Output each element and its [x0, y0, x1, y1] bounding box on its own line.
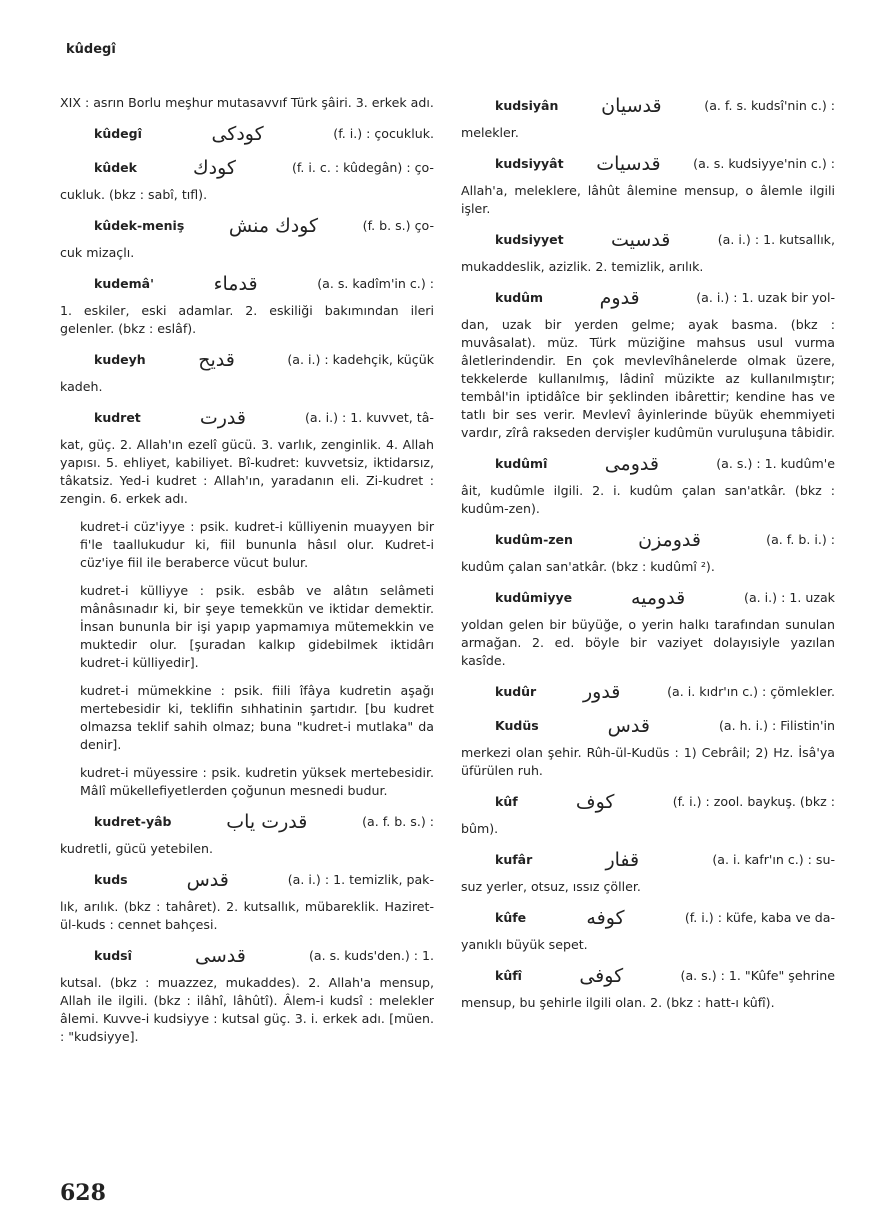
grammar-definition: (a. i.) : 1. kutsallık, [717, 232, 835, 247]
arabic-script: قدماء [213, 273, 258, 295]
dictionary-entry [461, 452, 835, 518]
grammar-definition: (a. s. kadîm'in c.) : [317, 276, 434, 291]
entry-head [461, 964, 835, 988]
entry-body: bûm). [461, 821, 499, 836]
entry-body: suz yerler, otsuz, ıssız çöller. [461, 879, 641, 894]
entry-head [461, 528, 835, 552]
grammar-definition: (f. i.) : zool. baykuş. (bkz : [672, 794, 835, 809]
arabic-script: قفار [605, 849, 640, 871]
grammar-definition: (f. i.) : küfe, kaba ve da- [684, 910, 835, 925]
headword: kufâr [495, 852, 533, 867]
entry-head [60, 348, 434, 372]
entry-body: yanıklı büyük sepet. [461, 937, 588, 952]
grammar-definition: (a. s.) : 1. kudûm'e [716, 456, 835, 471]
headword: kudret [94, 410, 141, 425]
arabic-script: كودك [192, 157, 236, 179]
entry-head [461, 286, 835, 310]
headword: kûfî [495, 968, 522, 983]
entry-body: mukaddeslik, azizlik. 2. temizlik, arılık. [461, 259, 704, 274]
subentry-text: kudret-i mümekkine : psik. fiili îfâya kudretin aşağı mertebesidir ki, teklifin sıhhatinin şartıdır. [bu kudret olmazsa teklif sahih olmaz; buna "kudret-i mutlaka" da denir]. [80, 683, 434, 752]
dictionary-entry [461, 790, 835, 838]
entry-head [60, 810, 434, 834]
dictionary-entry [461, 714, 835, 780]
dictionary-entry [461, 680, 835, 704]
entry-head [461, 586, 835, 610]
entry-head [60, 868, 434, 892]
arabic-script: قدرت ياب [226, 811, 308, 833]
continued-text: XIX : asrın Borlu meşhur mutasavvıf Türk şâiri. 3. erkek adı. [60, 95, 434, 110]
headword: kûf [495, 794, 518, 809]
headword: kûfe [495, 910, 527, 925]
entry-body: merkezi olan şehir. Rûh-ül-Kudüs : 1) Cebrâil; 2) Hz. İsâ'ya üfürülen ruh. [461, 745, 835, 778]
headword: Kudüs [495, 718, 539, 733]
arabic-script: قدرت [199, 407, 246, 429]
arabic-script: كوفى [579, 965, 624, 987]
dictionary-entry [461, 94, 835, 142]
headword: kudûm-zen [495, 532, 573, 547]
grammar-definition: (a. f. b. s.) : [362, 814, 434, 829]
arabic-script: كودكى [211, 123, 264, 145]
entry-body: 1. eskiler, eski adamlar. 2. eskiliği bakımından ileri gelenler. (bkz : eslâf). [60, 303, 434, 336]
dictionary-entry [461, 586, 835, 670]
entry-head [461, 848, 835, 872]
grammar-definition: (a. i. kafr'ın c.) : su- [712, 852, 835, 867]
entry-body: cukluk. (bkz : sabî, tıfl). [60, 187, 208, 202]
grammar-definition: (a. s.) : 1. "Kûfe" şehrine [680, 968, 835, 983]
entry-body: mensup, bu şehirle ilgili olan. 2. (bkz : hatt-ı kûfî). [461, 995, 775, 1010]
entry-head [60, 406, 434, 430]
arabic-script: قدسيات [596, 153, 661, 175]
dictionary-entry [461, 152, 835, 218]
grammar-definition: (a. i.) : 1. kuvvet, tâ- [304, 410, 434, 425]
headword: kudeyh [94, 352, 146, 367]
running-head: kûdegî [66, 42, 116, 57]
grammar-definition: (a. i. kıdr'ın c.) : çömlekler. [667, 684, 835, 699]
headword: kûdek-meniş [94, 218, 185, 233]
entry-head [60, 944, 434, 968]
entry-head [60, 122, 434, 146]
dictionary-entry [60, 868, 434, 934]
entry-body: lık, arılık. (bkz : tahâret). 2. kutsallık, mübareklik. Haziret-ül-kuds : cennet bahçesi. [60, 899, 434, 932]
entry-head [461, 790, 835, 814]
entry-paragraph [60, 582, 434, 672]
grammar-definition: (a. f. s. kudsî'nin c.) : [704, 98, 835, 113]
entry-body: kutsal. (bkz : muazzez, mukaddes). 2. Allah'a mensup, Allah ile ilgili. (bkz : ilâhî, lâhûtî). Âlem-i kudsî : melekler âlemi. Kuvve-i kudsiyye : kutsal güç. 3. i. erkek adı. [müen. : "kudsiyye]. [60, 975, 434, 1044]
dictionary-entry [60, 214, 434, 262]
entry-paragraph [60, 518, 434, 572]
dictionary-entry [461, 528, 835, 576]
dictionary-entry [60, 272, 434, 338]
dictionary-entry [60, 810, 434, 858]
entry-body: kudretli, gücü yetebilen. [60, 841, 213, 856]
grammar-definition: (a. f. b. i.) : [766, 532, 835, 547]
headword: kudûmiyye [495, 590, 573, 605]
headword: kuds [94, 872, 128, 887]
dictionary-entry [60, 122, 434, 146]
grammar-definition: (f. b. s.) ço- [362, 218, 434, 233]
dictionary-entry [60, 406, 434, 508]
entry-head [60, 272, 434, 296]
headword: kudûmî [495, 456, 548, 471]
arabic-script: كوف [575, 791, 615, 813]
arabic-script: كوفه [586, 907, 625, 929]
arabic-script: قدومزن [638, 529, 701, 551]
entry-head [461, 152, 835, 176]
entry-body: kadeh. [60, 379, 103, 394]
arabic-script: قدس [607, 715, 650, 737]
arabic-script: قدسيان [601, 95, 662, 117]
entry-paragraph [60, 94, 434, 112]
dictionary-entry [60, 348, 434, 396]
grammar-definition: (f. i.) : çocukluk. [333, 126, 434, 141]
headword: kudsiyyât [495, 156, 564, 171]
dictionary-entry [461, 848, 835, 896]
page-number: 628 [60, 1180, 106, 1206]
grammar-definition: (a. s. kudsiyye'nin c.) : [693, 156, 835, 171]
headword: kudsî [94, 948, 132, 963]
grammar-definition: (a. i.) : 1. uzak [744, 590, 835, 605]
headword: kudûm [495, 290, 544, 305]
entry-body: melekler. [461, 125, 519, 140]
grammar-definition: (a. i.) : 1. uzak bir yol- [696, 290, 835, 305]
arabic-script: قدسى [195, 945, 246, 967]
dictionary-entry [461, 964, 835, 1012]
entry-head [461, 680, 835, 704]
entry-body: yoldan gelen bir büyüğe, o yerin halkı tarafından sunulan armağan. 2. ed. böyle bir vaziyet dolayısiyle yazılan kasîde. [461, 617, 835, 668]
arabic-script: كودك منش [228, 215, 319, 237]
headword: kudret-yâb [94, 814, 172, 829]
grammar-definition: (a. s. kuds'den.) : 1. [308, 948, 434, 963]
headword: kudsiyân [495, 98, 559, 113]
dictionary-entry [461, 906, 835, 954]
entry-head [461, 94, 835, 118]
right-column [461, 94, 835, 1022]
headword: kudemâ' [94, 276, 154, 291]
arabic-script: قدسيت [611, 229, 671, 251]
entry-paragraph [60, 764, 434, 800]
headword: kudsiyyet [495, 232, 564, 247]
left-column [60, 94, 434, 1056]
entry-head [461, 228, 835, 252]
grammar-definition: (a. i.) : 1. temizlik, pak- [287, 872, 434, 887]
arabic-script: قديح [198, 349, 235, 371]
subentry-text: kudret-i müyessire : psik. kudretin yüksek mertebesidir. Mâlî mükellefiyetlerden çoğunun mesnedi budur. [80, 765, 434, 798]
entry-body: âit, kudûmle ilgili. 2. i. kudûm çalan san'atkâr. (bkz : kudûm-zen). [461, 483, 835, 516]
entry-body: cuk mizaçlı. [60, 245, 135, 260]
headword: kudûr [495, 684, 537, 699]
headword: kûdek [94, 160, 137, 175]
entry-body: kat, güç. 2. Allah'ın ezelî gücü. 3. varlık, zenginlik. 4. Allah yapısı. 5. ehliyet, kabiliyet. Bî-kudret: kuvvetsiz, iktidarsız, tâkatsiz. Yed-i kudret : Allah'ın, yaradanın eli. Zi-kudret : zengin. 6. erkek adı. [60, 437, 434, 506]
subentry-text: kudret-i cüz'iyye : psik. kudret-i külliyenin muayyen bir fi'le taallukudur ki, fiil bununla hâsıl olur. Kudret-i cüz'iye fiil ile beraberce vücut bulur. [80, 519, 434, 570]
dictionary-entry [60, 944, 434, 1046]
grammar-definition: (f. i. c. : kûdegân) : ço- [291, 160, 434, 175]
arabic-script: قدور [582, 681, 621, 703]
entry-head [60, 214, 434, 238]
grammar-definition: (a. h. i.) : Filistin'in [718, 718, 835, 733]
headword: kûdegî [94, 126, 142, 141]
entry-head [60, 156, 434, 180]
entry-head [461, 714, 835, 738]
entry-body: Allah'a, meleklere, lâhût âlemine mensup, o âlemle ilgili işler. [461, 183, 835, 216]
arabic-script: قدس [186, 869, 229, 891]
subentry-text: kudret-i külliyye : psik. esbâb ve alâtın selâmeti mânâsınadır ki, bir şeye temekkün ve iktidar demektir. İnsan bununla bir işi yapıp yapmamıya mütemekkin ve muktedir olur. [şuradan kalkıp gidebilmek iktidârı kudret-i külliyedir]. [80, 583, 434, 670]
entry-body: kudûm çalan san'atkâr. (bkz : kudûmî ²). [461, 559, 715, 574]
dictionary-entry [461, 228, 835, 276]
entry-head [461, 452, 835, 476]
dictionary-entry [60, 156, 434, 204]
entry-head [461, 906, 835, 930]
arabic-script: قدوم [599, 287, 640, 309]
dictionary-entry [461, 286, 835, 442]
grammar-definition: (a. i.) : kadehçik, küçük [287, 352, 434, 367]
entry-body: dan, uzak bir yerden gelme; ayak basma. (bkz : muvâsalat). müz. Türk müziğine mahsus usul vurma âletlerindendir. En çok mevlevîhânelerde olmak üzere, tekkelerde kullanılmış, lâdinî müzikte az kullanılmıştır; tembâl'in iptidâîce bir şeklinden ibârettir; kendine has ve tatlı bir ses verir. Mevlevî âyinlerinde büyük ehemmiyeti vardır, zîrâ rakseden dervişler kudûmün vuruluşuna tâbidir. [461, 317, 835, 440]
arabic-script: قدومى [604, 453, 659, 475]
entry-paragraph [60, 682, 434, 754]
arabic-script: قدوميه [630, 587, 686, 609]
